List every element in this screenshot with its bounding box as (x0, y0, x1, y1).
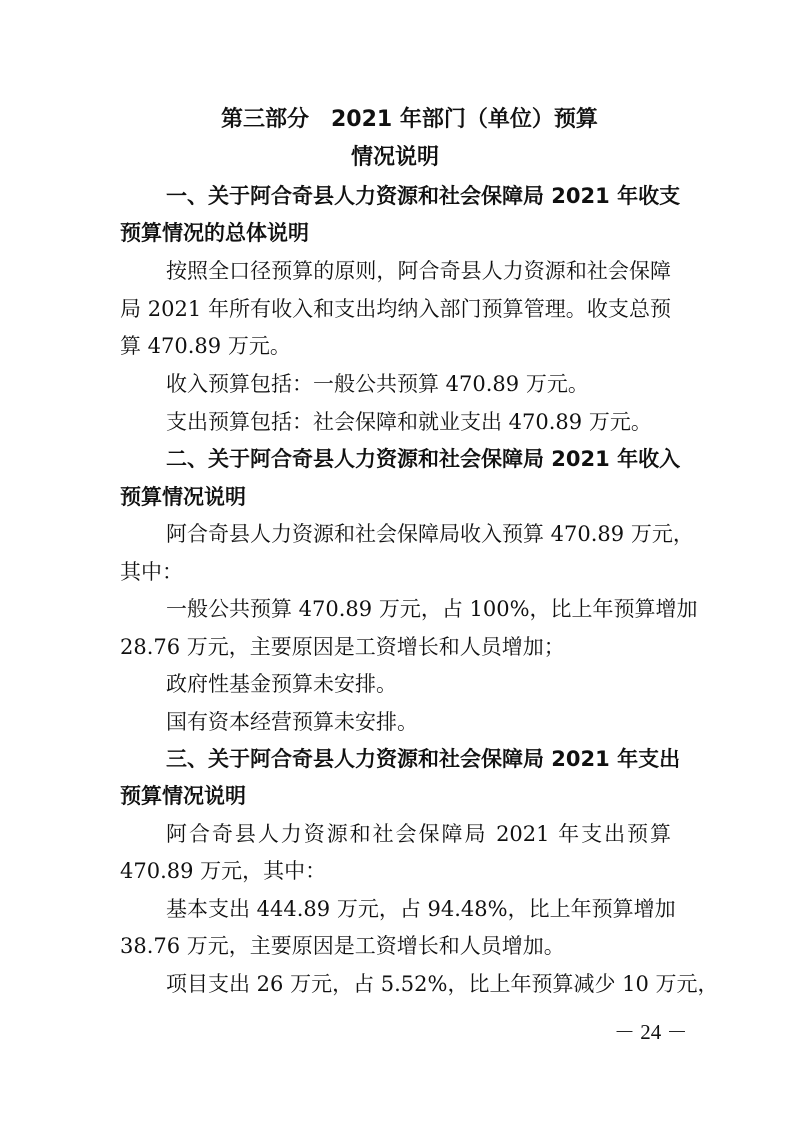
section2-heading: 二、关于阿合奇县人力资源和社会保障局 2021 年收入 (166, 447, 681, 471)
section1-heading: 一、关于阿合奇县人力资源和社会保障局 2021 年收支 (166, 184, 681, 208)
section2-fund-budget: 政府性基金预算未安排。 (166, 672, 397, 696)
section1-income-summary: 收入预算包括：一般公共预算 470.89 万元。 (166, 372, 589, 396)
section1-heading-cont: 预算情况的总体说明 (120, 221, 309, 245)
section1-expense-summary: 支出预算包括：社会保障和就业支出 470.89 万元。 (166, 410, 652, 434)
section2-general-budget: 一般公共预算 470.89 万元，占 100%，比上年预算增加 (166, 597, 698, 621)
section2-general-budget-cont: 28.76 万元，主要原因是工资增长和人员增加； (120, 635, 565, 659)
section2-heading-cont: 预算情况说明 (120, 485, 246, 509)
page-number: － 24 － (614, 1020, 688, 1044)
page-title: 第三部分 2021 年部门（单位）预算 (221, 107, 598, 132)
section2-capital-budget: 国有资本经营预算未安排。 (166, 710, 418, 734)
section3-heading-cont: 预算情况说明 (120, 784, 246, 808)
section3-heading: 三、关于阿合奇县人力资源和社会保障局 2021 年支出 (166, 747, 681, 771)
section3-paragraph-cont: 470.89 万元，其中： (120, 859, 327, 883)
section1-paragraph-end: 算 470.89 万元。 (120, 334, 291, 358)
page-subtitle: 情况说明 (351, 145, 440, 170)
section3-paragraph: 阿合奇县人力资源和社会保障局 2021 年支出预算 (166, 822, 671, 846)
section2-paragraph: 阿合奇县人力资源和社会保障局收入预算 470.89 万元， (166, 522, 694, 546)
section3-project-expense: 项目支出 26 万元，占 5.52%，比上年预算减少 10 万元， (166, 972, 719, 996)
section3-basic-expense-cont: 38.76 万元，主要原因是工资增长和人员增加。 (120, 934, 565, 958)
section1-paragraph-cont: 局 2021 年所有收入和支出均纳入部门预算管理。收支总预 (120, 297, 671, 321)
section3-basic-expense: 基本支出 444.89 万元，占 94.48%，比上年预算增加 (166, 897, 676, 921)
section2-paragraph-cont: 其中： (120, 560, 183, 584)
section1-paragraph: 按照全口径预算的原则，阿合奇县人力资源和社会保障 (166, 259, 671, 283)
